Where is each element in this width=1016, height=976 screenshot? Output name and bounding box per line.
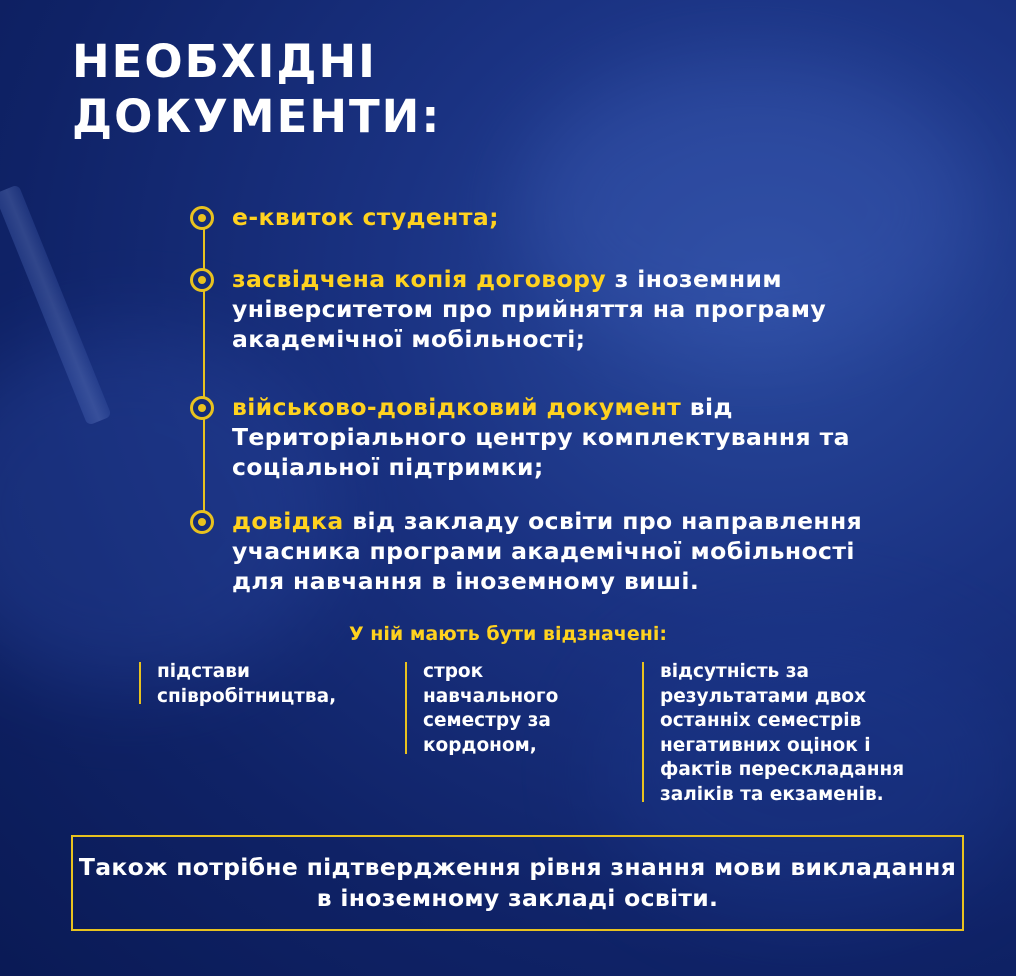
bullet-icon <box>190 206 214 230</box>
marked-heading: У ній мають бути відзначені: <box>349 623 667 645</box>
document-item-2 <box>232 264 872 354</box>
pen-silhouette <box>0 184 112 426</box>
bullet-icon <box>190 510 214 534</box>
document-item-3 <box>232 392 872 482</box>
document-item-1 <box>232 202 932 232</box>
document-text: від Територіального центру комплектування та соціальної підтримки; <box>232 393 850 481</box>
document-item-4 <box>232 506 912 596</box>
marked-item-2 <box>423 660 633 758</box>
marked-item-3 <box>660 660 960 807</box>
bullet-icon <box>190 396 214 420</box>
column-divider <box>405 662 407 754</box>
bullet-icon <box>190 268 214 292</box>
document-text: від закладу освіти про направлення учасника програми академічної мобільності для навчання в іноземному виші. <box>232 507 863 595</box>
document-highlight: довідка <box>232 507 344 535</box>
document-highlight: військово-довідковий документ <box>232 393 682 421</box>
document-highlight: засвідчена копія договору <box>232 265 607 293</box>
column-divider <box>642 662 644 802</box>
marked-item-text: відсутність за результатами двох останніх семестрів негативних оцінок і фактів перескладання заліків та екзаменів. <box>660 661 905 805</box>
language-note-box <box>71 835 964 931</box>
marked-item-1 <box>157 660 377 709</box>
language-note-text: Також потрібне підтвердження рівня знання мови викладання в іноземному закладі освіти. <box>78 853 957 912</box>
column-divider <box>139 662 141 704</box>
document-text: з іноземним університетом про прийняття на програму академічної мобільності; <box>232 265 827 353</box>
page-title <box>72 34 441 144</box>
title-line-1: НЕОБХІДНІ <box>72 35 377 88</box>
marked-item-text: підстави співробітництва, <box>157 661 337 707</box>
title-line-2: ДОКУМЕНТИ: <box>72 90 442 143</box>
document-highlight: е-квиток студента; <box>232 203 499 231</box>
marked-item-text: строк навчального семестру за кордоном, <box>423 661 559 756</box>
